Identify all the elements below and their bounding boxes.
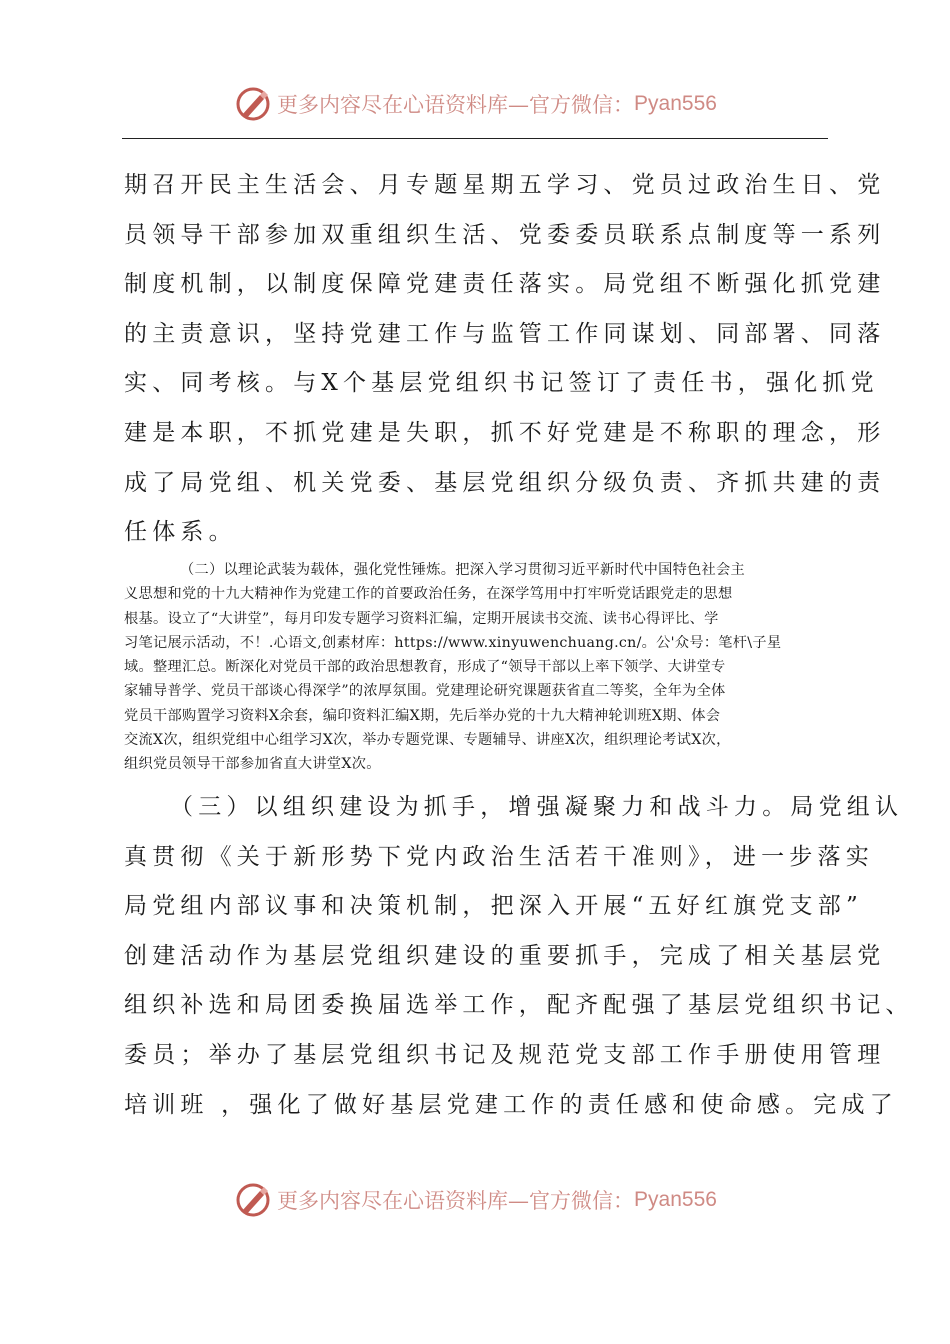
header-banner — [0, 82, 950, 126]
text-line: 习笔记展示活动，不！.心语文,创素材库：https://www.xinyuwenchuang.cn/。公'众号：笔杆\子星 — [124, 634, 782, 651]
paragraph-3 — [124, 783, 914, 1130]
text-line: 党员干部购置学习资料X余套，编印资料汇编X期，先后举办党的十九大精神轮训班X期、体会 — [124, 707, 721, 724]
text-line: 的主责意识，坚持党建工作与监管工作同谋划、同部署、同落 — [124, 320, 886, 347]
paragraph-2 — [124, 558, 836, 777]
text-line: 员领导干部参加双重组织生活、党委委员联系点制度等一系列 — [124, 221, 886, 248]
text-line: 实、同考核。与X个基层党组织书记签订了责任书，强化抓党 — [124, 370, 879, 397]
text-line: 真贯彻《关于新形势下党内政治生活若干准则》，进一步落实 — [124, 843, 874, 870]
footer-banner-text: 更多内容尽在心语资料库—官方微信： — [277, 1189, 635, 1213]
paragraph-1 — [124, 161, 886, 558]
text-line: 局党组内部议事和决策机制，把深入开展“五好红旗党支部” — [124, 893, 863, 920]
text-line: 根基。设立了“大讲堂”，每月印发专题学习资料汇编，定期开展读书交流、读书心得评比、学 — [124, 610, 719, 627]
text-line: 期召开民主生活会、月专题星期五学习、党员过政治生日、党 — [124, 172, 886, 198]
text-line: 成了局党组、机关党委、基层党组织分级负责、齐抓共建的责 — [124, 469, 886, 496]
header-rule — [122, 138, 828, 139]
text-line: （二）以理论武装为载体，强化党性锤炼。把深入学习贯彻习近平新时代中国特色社会主 — [180, 562, 746, 578]
text-line: 委员；举办了基层党组织书记及规范党支部工作手册使用管理 — [124, 1041, 886, 1068]
pen-logo-icon — [233, 84, 273, 124]
text-line: 任体系。 — [124, 519, 237, 546]
text-line: 培训班 ，强化了做好基层党建工作的责任感和使命感。完成了 — [124, 1091, 898, 1118]
footer-banner — [0, 1178, 950, 1222]
text-line: 组织党员领导干部参加省直大讲堂X次。 — [124, 756, 381, 773]
text-line: 建是本职，不抓党建是失职，抓不好党建是不称职的理念，形 — [124, 419, 886, 446]
text-line: （三）以组织建设为抓手，增强凝聚力和战斗力。局党组认 — [170, 794, 904, 820]
header-banner-id: Pyan556 — [634, 92, 717, 115]
footer-banner-id: Pyan556 — [634, 1188, 717, 1211]
text-line: 义思想和党的十九大精神作为党建工作的首要政治任务，在深学笃用中打牢听党话跟党走的思想 — [124, 586, 733, 603]
text-line: 创建活动作为基层党组织建设的重要抓手，完成了相关基层党 — [124, 942, 886, 969]
text-line: 域。整理汇总。断深化对党员干部的政治思想教育，形成了“领导干部以上率下领学、大讲堂专 — [124, 659, 726, 676]
text-line: 家辅导普学、党员干部谈心得深学”的浓厚氛围。党建理论研究课题获省直二等奖，全年为全体 — [124, 683, 726, 700]
header-banner-text: 更多内容尽在心语资料库—官方微信： — [277, 93, 635, 117]
pen-logo-icon — [233, 1180, 273, 1220]
text-line: 交流X次，组织党组中心组学习X次，举办专题党课、专题辅导、讲座X次，组织理论考试X次， — [124, 732, 731, 749]
text-line: 组织补选和局团委换届选举工作，配齐配强了基层党组织书记、 — [124, 992, 914, 1019]
text-line: 制度机制，以制度保障党建责任落实。局党组不断强化抓党建 — [124, 271, 886, 298]
